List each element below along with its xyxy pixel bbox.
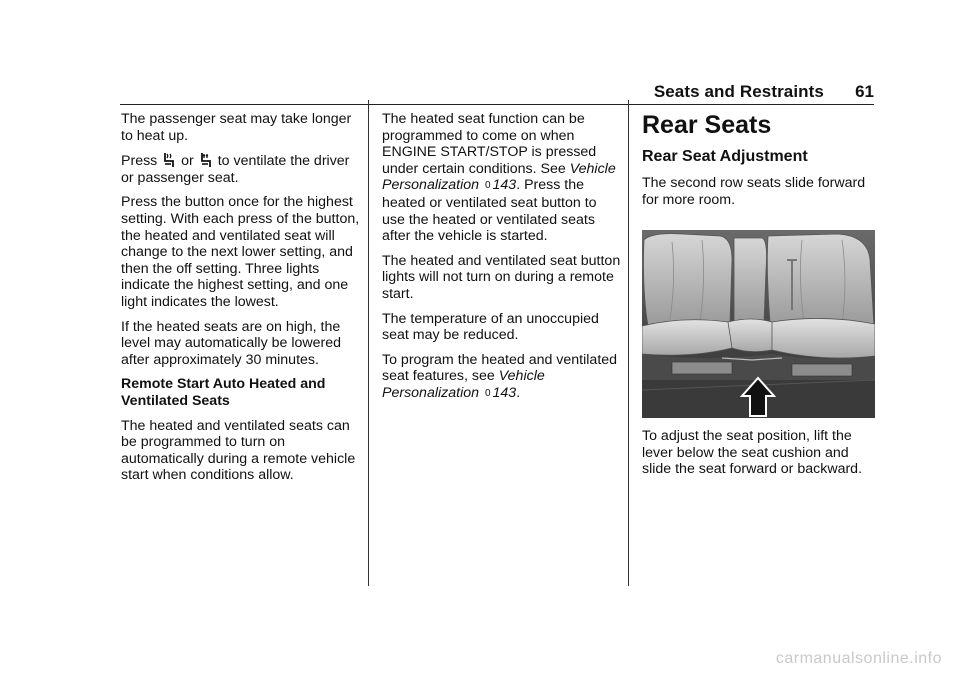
page-arrow-icon: 0 [484, 180, 491, 192]
page-arrow-icon: 0 [484, 387, 491, 399]
cross-reference-link[interactable]: Vehicle Personalization [382, 368, 545, 401]
heated-seat-icon [162, 152, 176, 168]
text-run: To program the heated and ventilated seat features, see [382, 351, 618, 385]
paragraph [121, 152, 361, 186]
column-left [121, 111, 361, 492]
page-header [120, 82, 874, 105]
paragraph: The second row seats slide forward for more room. [642, 175, 866, 208]
column-middle [382, 111, 622, 411]
page-number: 61 [855, 82, 874, 101]
subsection-heading: Rear Seat Adjustment [642, 148, 808, 165]
cross-reference-page[interactable]: 143 [492, 384, 517, 401]
paragraph: The passenger seat may take longer to heat up. [121, 111, 352, 144]
paragraph: If the heated seats are on high, the level may automatically be lowered after approximately 30 minutes. [121, 318, 342, 368]
text-run: . Press the heated or ventilated seat button to use the heated or ventilated seats after the vehicle is started. [382, 177, 597, 245]
subheading: Remote Start Auto Heated and Ventilated Seats [121, 376, 326, 409]
paragraph [382, 352, 622, 403]
paragraph: The heated and ventilated seat button lights will not turn on during a remote start. [382, 252, 621, 302]
text-run: The heated seat function can be programmed to come on when ENGINE START/STOP is pressed under certain conditions. See [382, 111, 597, 177]
paragraph [382, 111, 622, 245]
text-run: to ventilate the driver or passenger seat. [121, 153, 350, 186]
column-right [642, 111, 876, 486]
cross-reference-page[interactable]: 143 [492, 177, 517, 194]
text-run: or [181, 153, 194, 170]
column-divider [368, 100, 369, 586]
text-run: Press [121, 153, 158, 170]
column-divider [628, 100, 629, 586]
section-title: Seats and Restraints [653, 82, 824, 101]
paragraph: The heated and ventilated seats can be programmed to turn on automatically during a remote vehicle start when conditions allow. [121, 417, 356, 484]
section-heading: Rear Seats [642, 111, 772, 139]
rear-seat-illustration [642, 230, 875, 418]
paragraph: Press the button once for the highest setting. With each press of the button, the heated and ventilated seat will change to the next lower setting, and then the off setting. Three lights indicate the highest setting, and one light indicates the lowest. [121, 194, 360, 310]
watermark-text: carmanualsonline.info [775, 650, 942, 667]
ventilated-seat-icon [199, 152, 213, 168]
cross-reference-link[interactable]: Vehicle Personalization [382, 160, 616, 194]
paragraph: To adjust the seat position, lift the lever below the seat cushion and slide the seat forward or backward. [642, 428, 863, 478]
text-run: . [516, 384, 521, 401]
paragraph: The temperature of an unoccupied seat may be reduced. [382, 310, 599, 344]
